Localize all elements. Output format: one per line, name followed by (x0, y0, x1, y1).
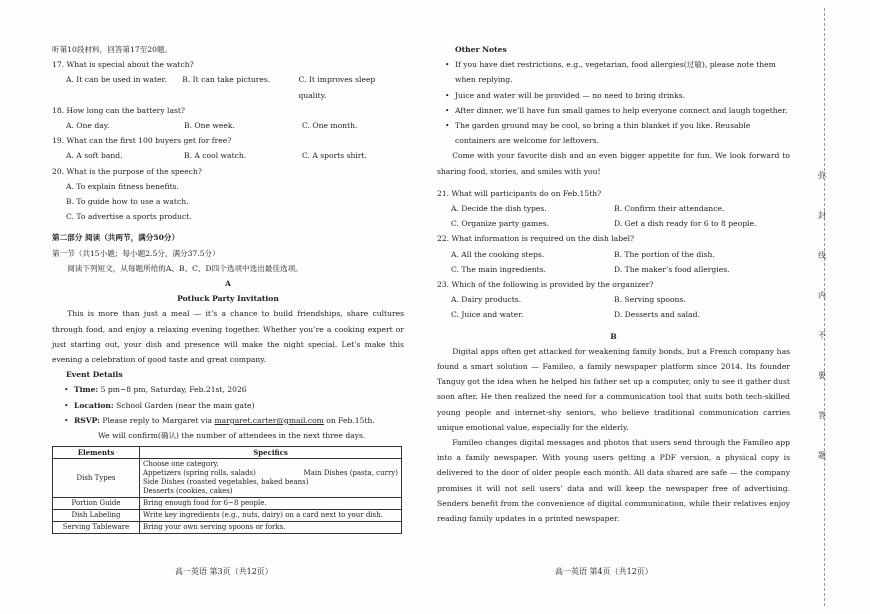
option: B. Serving spoons. (614, 295, 686, 305)
rsvp-text: Please reply to Margaret via (102, 415, 213, 425)
option: A. All the cooking steps. (451, 249, 545, 259)
closing-paragraph: Come with your favorite dish and an even bigger appetite for fun. We look forward to sharing food, stories, and smiles with you! (437, 151, 790, 176)
dish-line: Desserts (cookies, cakes) (143, 487, 233, 496)
event-details-heading: Event Details (66, 370, 123, 380)
right-column (437, 42, 790, 526)
option: A. Decide the dish types. (451, 204, 547, 214)
intro-paragraph: This is more than just a meal — it’s a chance to build friendships, share cultures through food, and enjoy a relaxing evening together. Whether you’re a cooking expert or just starting out, your dish and presence will make the night special. Let’s make this evening a celebration of good taste and great company. (52, 309, 404, 365)
option: D. Get a dish ready for 6 to 8 people. (614, 219, 757, 229)
question-text: 17. What is special about the watch? (52, 60, 194, 70)
table-cell: Write key ingredients (e.g., nuts, dairy) on a card next to your dish. (140, 510, 402, 522)
seal-char: 封 (818, 211, 826, 220)
confirm-note: We will confirm(确认) the number of attendees in the next three days. (98, 431, 366, 441)
location-label: Location: (74, 400, 114, 410)
option: C. To advertise a sports product. (66, 212, 192, 222)
question-22 (437, 231, 790, 277)
seal-char: 弥 (818, 171, 826, 180)
question-text: 23. Which of the following is provided by the organizer? (437, 280, 654, 290)
seal-char: 答 (818, 411, 826, 420)
option: B. A cool watch. (184, 151, 247, 161)
option: B. To guide how to use a watch. (66, 197, 189, 207)
note-item: • Juice and water will be provided — no need to bring drinks. (443, 88, 790, 103)
question-text: 22. What information is required on the dish label? (437, 234, 635, 244)
option: B. Confirm their attendance. (614, 204, 725, 214)
rsvp-line (62, 413, 404, 428)
table-row (53, 522, 402, 534)
rsvp-date: on Feb.15th. (326, 415, 375, 425)
option: A. One day. (66, 121, 110, 131)
question-21 (437, 186, 790, 232)
option: B. The portion of the dish. (614, 249, 715, 259)
seal-char: 内 (818, 291, 826, 300)
option: C. One month. (302, 121, 358, 131)
option: C. It improves sleep quality. (298, 75, 376, 100)
question-text: 19. What can the first 100 buyers get for free? (52, 136, 232, 146)
dish-line: Main Dishes (pasta, curry) (303, 469, 398, 478)
table-cell: Portion Guide (53, 498, 140, 510)
passage-letter: A (225, 279, 231, 289)
table-header-elements: Elements (53, 447, 140, 459)
table-row (53, 459, 402, 498)
instructions: 阅读下列短文，从每题所给的A、B、C、D四个选项中选出最佳选项。 (67, 263, 303, 273)
question-text: 20. What is the purpose of the speech? (52, 166, 202, 176)
location-value: School Garden (near the main gate) (116, 400, 255, 410)
table-row (53, 510, 402, 522)
question-17 (52, 57, 404, 103)
table-cell: Dish Types (53, 459, 140, 498)
seal-line (824, 8, 825, 606)
option: C. Juice and water. (451, 310, 524, 320)
option: C. Organize party games. (451, 219, 550, 229)
dish-line: Choose one category. (143, 460, 219, 469)
seal-char: 线 (818, 251, 826, 260)
question-19 (52, 133, 404, 163)
table-cell: Dish Labeling (53, 510, 140, 522)
location-line (62, 398, 404, 413)
note-item: • After dinner, we’ll have fun small games to help everyone connect and laugh together. (443, 103, 790, 118)
time-label: Time: (74, 385, 99, 395)
other-notes-heading: Other Notes (455, 45, 507, 54)
section-heading: 第一节（共15小题；每小题2.5分，满分37.5分） (52, 248, 220, 258)
time-line (62, 382, 404, 397)
page-footer-left: 高一英语 第3页（共12页） (175, 567, 273, 576)
option: D. The maker’s food allergies. (614, 264, 730, 274)
question-18 (52, 103, 404, 133)
option: B. One week. (184, 121, 235, 131)
dish-line: Appetizers (spring rolls, salads) (143, 469, 256, 478)
table-header-specifics: Specifics (140, 447, 402, 459)
passage-letter: B (610, 331, 617, 341)
option: A. A soft band. (66, 151, 123, 161)
time-value: 5 pm~8 pm, Saturday, Feb.21st, 2026 (100, 385, 247, 395)
table-row (53, 498, 402, 510)
table-cell: Bring your own serving spoons or forks. (140, 522, 402, 534)
option: A. Dairy products. (451, 295, 522, 305)
note-item: • The garden ground may be cool, so bring a thin blanket if you like. Reusable containers are welcome for leftovers. (443, 118, 790, 148)
option: D. Desserts and salad. (614, 310, 700, 320)
listening-intro: 听第10段材料，回答第17至20题。 (52, 45, 173, 54)
page-footer-right: 高一英语 第4页（共12页） (555, 567, 653, 576)
seal-char: 要 (818, 371, 826, 380)
seal-char: 题 (818, 451, 826, 460)
option: C. The main ingredients. (451, 264, 547, 274)
part-heading: 第二部分 阅读（共两节，满分50分） (52, 233, 180, 243)
email-link[interactable]: margaret.carter@gmail.com (214, 415, 324, 425)
seal-char: 不 (818, 331, 826, 340)
passage-paragraph: Famileo changes digital messages and photos that users send through the Famileo app into a family newspaper. With young users getting a PDF version, a physical copy is delivered to the door of older people each month. All data shared are safe — the company promises it will not sell users’ data and will keep the newspaper free of advertising. Senders benefit from the convenience of digital communication, while their relatives enjoy reading family updates in a printed newspaper. (437, 438, 790, 524)
question-text: 21. What will participants do on Feb.15th? (437, 188, 602, 198)
option: C. A sports shirt. (302, 151, 367, 161)
passage-paragraph: Digital apps often get attacked for weakening family bonds, but a French company has found a smart solution — Famileo, a family newspaper platform since 2014. Its founder Tanguy got the idea when he helped his father set up a computer, only to see it gather dust soon after. He then realized the need for a communication tool that suits both tech-skilled young people and internet-shy seniors, who believe traditional communication carries unique emotional value, especially for the elderly. (437, 346, 790, 432)
binding-margin (812, 0, 870, 614)
details-table (52, 446, 402, 534)
table-cell (140, 459, 402, 498)
table-cell: Bring enough food for 6~8 people. (140, 498, 402, 510)
question-text: 18. How long can the battery last? (52, 105, 185, 115)
passage-title: Potluck Party Invitation (177, 294, 279, 304)
note-item: • If you have diet restrictions, e.g., vegetarian, food allergies(过敏), please note them when replying. (443, 57, 790, 87)
option: A. It can be used in water. (66, 75, 167, 85)
option: B. It can take pictures. (182, 75, 271, 85)
dish-line: Side Dishes (roasted vegetables, baked beans) (143, 478, 309, 487)
question-23 (437, 277, 790, 323)
left-column (52, 42, 404, 534)
question-20 (52, 164, 404, 225)
option: A. To explain fitness benefits. (66, 181, 179, 191)
table-cell: Serving Tableware (53, 522, 140, 534)
rsvp-label: RSVP: (74, 415, 100, 425)
